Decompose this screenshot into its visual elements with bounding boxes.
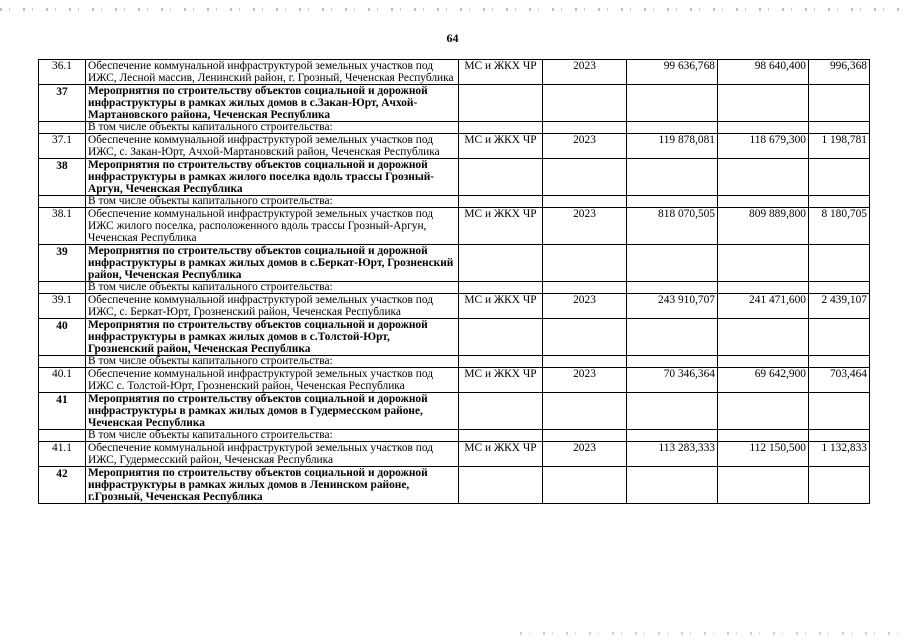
row-number-cell [39, 282, 86, 294]
total-amount-cell: 70 346,364 [627, 368, 718, 393]
year-cell: 2023 [543, 368, 627, 393]
federal-amount-cell: 98 640,400 [718, 60, 809, 85]
federal-amount-cell: 69 642,900 [718, 368, 809, 393]
empty-cell [543, 122, 627, 134]
year-cell: 2023 [543, 442, 627, 467]
description-cell: Мероприятия по строительству объектов социальной и дорожной инфраструктуры в рамках жилых домов в с.Толстой-Юрт, Грозненский район, Чеченская Республика [86, 319, 459, 356]
row-number-cell: 40.1 [39, 368, 86, 393]
description-cell: Мероприятия по строительству объектов социальной и дорожной инфраструктуры в рамках жилых домов в с.Закан-Юрт, Ачхой-Мартановского района, Чеченская Республика [86, 85, 459, 122]
year-cell: 2023 [543, 294, 627, 319]
empty-cell [809, 430, 870, 442]
total-amount-cell [627, 245, 718, 282]
year-cell [543, 85, 627, 122]
subsection-row [39, 282, 870, 294]
organization-cell: МС и ЖКХ ЧР [459, 60, 543, 85]
organization-cell [459, 467, 543, 504]
empty-cell [459, 430, 543, 442]
federal-amount-cell: 112 150,500 [718, 442, 809, 467]
federal-amount-cell [718, 467, 809, 504]
year-cell [543, 467, 627, 504]
row-number-cell: 39 [39, 245, 86, 282]
year-cell [543, 393, 627, 430]
regional-amount-cell [809, 319, 870, 356]
total-amount-cell: 99 636,768 [627, 60, 718, 85]
row-number-cell: 36.1 [39, 60, 86, 85]
subsection-label: В том числе объекты капитального строительства: [86, 196, 459, 208]
empty-cell [809, 356, 870, 368]
federal-amount-cell: 241 471,600 [718, 294, 809, 319]
description-cell: Обеспечение коммунальной инфраструктурой земельных участков под ИЖС жилого поселка, расположенного вдоль трассы Грозный-Аргун, Чеченская Республика [86, 208, 459, 245]
regional-amount-cell: 1 198,781 [809, 134, 870, 159]
empty-cell [459, 356, 543, 368]
row-number-cell [39, 356, 86, 368]
row-number-cell: 37.1 [39, 134, 86, 159]
total-amount-cell: 119 878,081 [627, 134, 718, 159]
empty-cell [627, 282, 718, 294]
subsection-row [39, 430, 870, 442]
empty-cell [718, 282, 809, 294]
organization-cell [459, 393, 543, 430]
organization-cell: МС и ЖКХ ЧР [459, 134, 543, 159]
subsection-row [39, 122, 870, 134]
federal-amount-cell [718, 319, 809, 356]
year-cell [543, 159, 627, 196]
row-number-cell: 37 [39, 85, 86, 122]
total-amount-cell [627, 319, 718, 356]
organization-cell: МС и ЖКХ ЧР [459, 294, 543, 319]
item-row [39, 60, 870, 85]
regional-amount-cell [809, 245, 870, 282]
scan-noise-top [0, 8, 905, 11]
scan-noise-bottom [520, 632, 905, 635]
description-cell: Мероприятия по строительству объектов социальной и дорожной инфраструктуры в рамках жилых домов в Гудермесском районе, Чеченская Республика [86, 393, 459, 430]
total-amount-cell [627, 467, 718, 504]
item-row [39, 294, 870, 319]
empty-cell [809, 196, 870, 208]
organization-cell [459, 159, 543, 196]
item-row [39, 208, 870, 245]
subsection-label: В том числе объекты капитального строительства: [86, 356, 459, 368]
item-row [39, 134, 870, 159]
row-number-cell: 40 [39, 319, 86, 356]
total-amount-cell: 818 070,505 [627, 208, 718, 245]
federal-amount-cell [718, 85, 809, 122]
description-cell: Обеспечение коммунальной инфраструктурой земельных участков под ИЖС, Лесной массив, Ленинский район, г. Грозный, Чеченская Республика [86, 60, 459, 85]
description-cell: Обеспечение коммунальной инфраструктурой земельных участков под ИЖС, с. Закан-Юрт, Ачхой-Мартановский район, Чеченская Республика [86, 134, 459, 159]
federal-amount-cell: 118 679,300 [718, 134, 809, 159]
section-row [39, 159, 870, 196]
row-number-cell [39, 430, 86, 442]
year-cell: 2023 [543, 208, 627, 245]
empty-cell [718, 430, 809, 442]
regional-amount-cell: 2 439,107 [809, 294, 870, 319]
section-row [39, 245, 870, 282]
organization-cell: МС и ЖКХ ЧР [459, 208, 543, 245]
row-number-cell: 42 [39, 467, 86, 504]
regional-amount-cell: 1 132,833 [809, 442, 870, 467]
organization-cell [459, 85, 543, 122]
total-amount-cell: 113 283,333 [627, 442, 718, 467]
federal-amount-cell [718, 245, 809, 282]
description-cell: Обеспечение коммунальной инфраструктурой земельных участков под ИЖС, с. Беркат-Юрт, Грозненский район, Чеченская Республика [86, 294, 459, 319]
subsection-label: В том числе объекты капитального строительства: [86, 282, 459, 294]
empty-cell [543, 196, 627, 208]
regional-amount-cell [809, 467, 870, 504]
subsection-row [39, 196, 870, 208]
description-cell: Мероприятия по строительству объектов социальной и дорожной инфраструктуры в рамках жилого поселка вдоль трассы Грозный-Аргун, Чеченская Республика [86, 159, 459, 196]
row-number-cell: 38 [39, 159, 86, 196]
item-row [39, 368, 870, 393]
empty-cell [627, 356, 718, 368]
row-number-cell [39, 196, 86, 208]
section-row [39, 85, 870, 122]
regional-amount-cell [809, 159, 870, 196]
total-amount-cell [627, 393, 718, 430]
organization-cell: МС и ЖКХ ЧР [459, 368, 543, 393]
empty-cell [718, 122, 809, 134]
empty-cell [809, 282, 870, 294]
federal-amount-cell [718, 159, 809, 196]
empty-cell [543, 356, 627, 368]
table-body [39, 60, 870, 504]
section-row [39, 393, 870, 430]
regional-amount-cell: 8 180,705 [809, 208, 870, 245]
federal-amount-cell: 809 889,800 [718, 208, 809, 245]
year-cell [543, 245, 627, 282]
year-cell: 2023 [543, 60, 627, 85]
description-cell: Обеспечение коммунальной инфраструктурой земельных участков под ИЖС, Гудермесский район, Чеченская Республика [86, 442, 459, 467]
row-number-cell: 38.1 [39, 208, 86, 245]
empty-cell [718, 356, 809, 368]
page-number: 64 [446, 31, 459, 45]
row-number-cell: 39.1 [39, 294, 86, 319]
empty-cell [627, 122, 718, 134]
description-cell: Мероприятия по строительству объектов социальной и дорожной инфраструктуры в рамках жилых домов в Ленинском районе, г.Грозный, Чеченская Республика [86, 467, 459, 504]
item-row [39, 442, 870, 467]
regional-amount-cell: 996,368 [809, 60, 870, 85]
organization-cell [459, 245, 543, 282]
federal-amount-cell [718, 393, 809, 430]
total-amount-cell: 243 910,707 [627, 294, 718, 319]
section-row [39, 319, 870, 356]
regional-amount-cell: 703,464 [809, 368, 870, 393]
total-amount-cell [627, 159, 718, 196]
year-cell [543, 319, 627, 356]
empty-cell [809, 122, 870, 134]
row-number-cell: 41.1 [39, 442, 86, 467]
subsection-label: В том числе объекты капитального строительства: [86, 430, 459, 442]
empty-cell [543, 430, 627, 442]
organization-cell [459, 319, 543, 356]
organization-cell: МС и ЖКХ ЧР [459, 442, 543, 467]
empty-cell [459, 282, 543, 294]
empty-cell [543, 282, 627, 294]
description-cell: Обеспечение коммунальной инфраструктурой земельных участков под ИЖС с. Толстой-Юрт, Грозненский район, Чеченская Республика [86, 368, 459, 393]
regional-amount-cell [809, 393, 870, 430]
empty-cell [627, 430, 718, 442]
empty-cell [718, 196, 809, 208]
regional-amount-cell [809, 85, 870, 122]
subsection-label: В том числе объекты капитального строительства: [86, 122, 459, 134]
section-row [39, 467, 870, 504]
year-cell: 2023 [543, 134, 627, 159]
empty-cell [459, 122, 543, 134]
row-number-cell [39, 122, 86, 134]
empty-cell [627, 196, 718, 208]
subsection-row [39, 356, 870, 368]
empty-cell [459, 196, 543, 208]
total-amount-cell [627, 85, 718, 122]
row-number-cell: 41 [39, 393, 86, 430]
program-table [38, 59, 870, 504]
description-cell: Мероприятия по строительству объектов социальной и дорожной инфраструктуры в рамках жилых домов в с.Беркат-Юрт, Грозненский район, Чеченская Республика [86, 245, 459, 282]
